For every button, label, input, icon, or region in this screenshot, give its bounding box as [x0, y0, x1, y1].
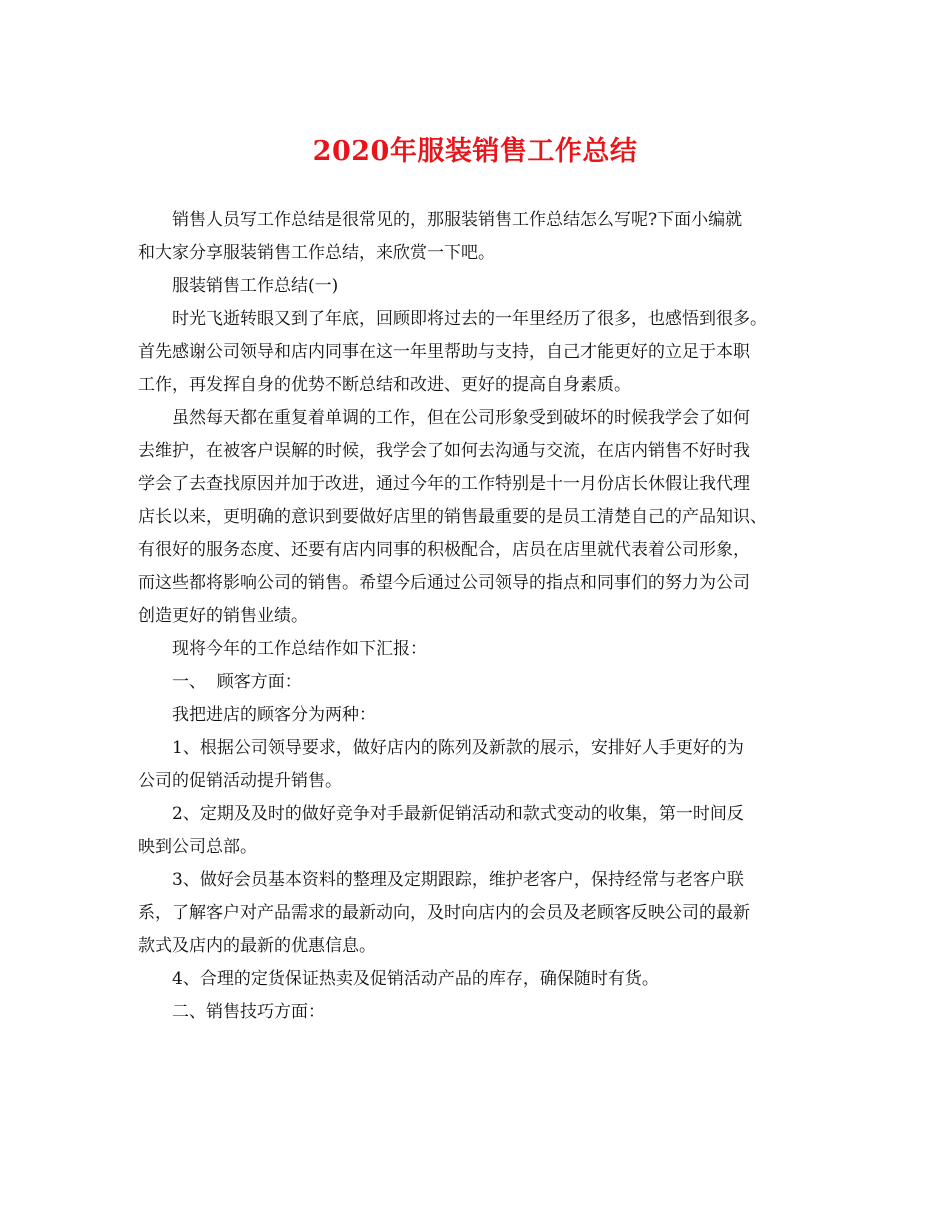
paragraph-sales-skills-heading: 二、销售技巧方面：	[172, 1002, 325, 1022]
paragraph-report-intro: 现将今年的工作总结作如下汇报：	[172, 639, 427, 659]
paragraph-section-heading-one: 服装销售工作总结(一)	[172, 276, 339, 296]
paragraph-item-1: 1、根据公司领导要求，做好店内的陈列及新款的展示，安排好人手更好的为 公司的促销活动提升销售。	[138, 738, 744, 791]
paragraph-customer-types: 我把进店的顾客分为两种：	[172, 705, 376, 725]
paragraph-item-3: 3、做好会员基本资料的整理及定期跟踪，维护老客户，保持经常与老客户联 系，了解客户对产品需求的最新动向，及时向店内的会员及老顾客反映公司的最新 款式及店内的最新的优惠信息。	[138, 870, 750, 956]
paragraph-item-4: 4、合理的定货保证热卖及促销活动产品的库存，确保随时有货。	[172, 969, 659, 989]
paragraph-intro: 销售人员写工作总结是很常见的，那服装销售工作总结怎么写呢?下面小编就 和大家分享服装销售工作总结，来欣赏一下吧。	[138, 210, 743, 263]
paragraph-daily-work: 虽然每天都在重复着单调的工作，但在公司形象受到破坏的时候我学会了如何 去维护，在被客户误解的时候，我学会了如何去沟通与交流，在店内销售不好时我 学会了去查找原因并加于改进，通过今年的工作特别是十一月份店长休假让我代理 店长以来，更明确的意识到要做好店里的销售最重要的是员工清楚自己的产品知识、 有很好的服务态度、还要有店内同事的积极配合，店员在店里就代表着公司形象， 而这些都将影响公司的销售。希望今后通过公司领导的指点和同事们的努力为公司 创造更好的销售业绩。	[138, 408, 767, 626]
paragraph-year-review: 时光飞逝转眼又到了年底，回顾即将过去的一年里经历了很多，也感悟到很多。 首先感谢公司领导和店内同事在这一年里帮助与支持，自己才能更好的立足于本职 工作，再发挥自身的优势不断总结和改进、更好的提高自身素质。	[138, 309, 767, 395]
document-title: 2020年服装销售工作总结	[312, 136, 638, 167]
paragraph-customer-heading: 一、 顾客方面：	[172, 672, 302, 692]
paragraph-item-2: 2、定期及及时的做好竞争对手最新促销活动和款式变动的收集，第一时间反 映到公司总部。	[138, 804, 744, 857]
document-body	[138, 204, 838, 1029]
